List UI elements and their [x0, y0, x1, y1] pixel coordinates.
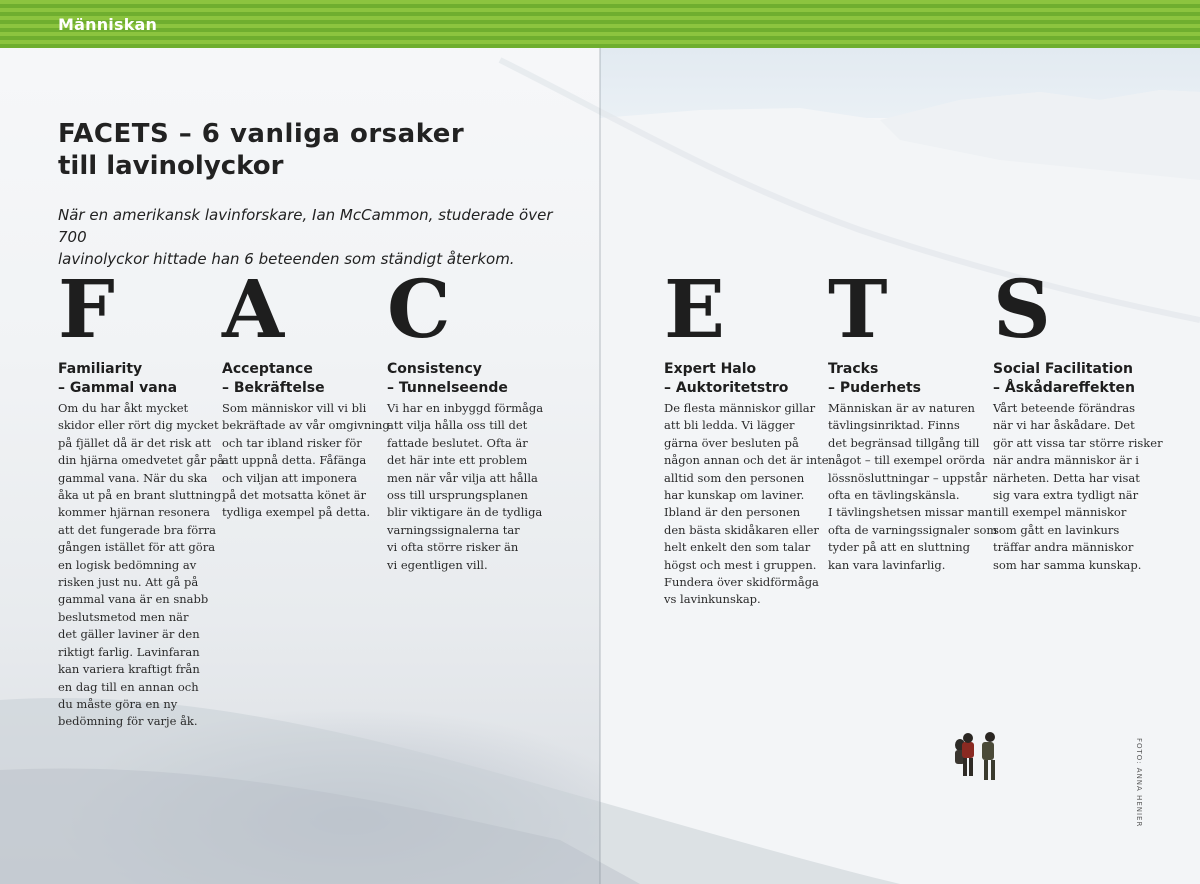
- body-line: när vi har åskådare. Det: [993, 418, 1135, 433]
- body-line: Som människor vill vi bli: [222, 401, 367, 415]
- intro-line-2: lavinolyckor hittade han 6 beteenden som ständigt återkom.: [58, 250, 515, 268]
- body-line: gången istället för att göra: [58, 540, 216, 555]
- facet-body-text: [58, 400, 238, 731]
- body-line: en dag till en annan och: [58, 679, 199, 694]
- body-line: när andra människor är i: [993, 453, 1139, 468]
- body-line: Ibland är den personen: [664, 505, 801, 520]
- body-line: skidor eller rört dig mycket: [58, 418, 219, 433]
- facet-heading-subtitle: – Åskådareffekten: [993, 380, 1135, 396]
- body-line: en logisk bedömning av: [58, 557, 197, 572]
- facet-column-tracks: [828, 262, 1008, 574]
- body-line: och viljan att imponera: [222, 470, 357, 485]
- body-line: bekräftade av vår omgivning: [222, 418, 390, 433]
- intro-line-1: När en amerikansk lavinforskare, Ian McCammon, studerade över 700: [58, 206, 553, 246]
- body-line: ofta de varningssignaler som: [828, 522, 998, 537]
- facet-heading-title: Consistency: [387, 361, 482, 377]
- facet-letter: C: [387, 262, 451, 356]
- body-line: vi egentligen vill.: [387, 557, 488, 572]
- body-line: men när vår vilja att hålla: [387, 470, 538, 485]
- body-line: bedömning för varje åk.: [58, 714, 198, 729]
- body-line: ofta en tävlingskänsla.: [828, 488, 960, 503]
- body-line: tyder på att en sluttning: [828, 540, 971, 555]
- body-line: tävlingsinriktad. Finns: [828, 418, 960, 433]
- body-line: vs lavinkunskap.: [664, 592, 761, 607]
- body-line: att bli ledda. Vi lägger: [664, 418, 795, 433]
- facet-heading-subtitle: – Auktoritetstro: [664, 380, 789, 396]
- facet-column-familiarity: [58, 262, 238, 731]
- body-line: att uppnå detta. Fåfänga: [222, 453, 367, 468]
- facet-heading-title: Acceptance: [222, 361, 313, 377]
- body-line: något – till exempel orörda: [828, 453, 986, 468]
- body-line: Människan är av naturen: [828, 401, 975, 415]
- facet-body-text: [222, 400, 402, 522]
- article-intro: [58, 204, 558, 270]
- facet-body-text: [664, 400, 844, 609]
- body-line: att det fungerade bra förra: [58, 522, 217, 537]
- body-line: åka ut på en brant sluttning: [58, 488, 222, 503]
- photo-credit: FOTO: ANNA HENIER: [1135, 738, 1143, 828]
- body-line: beslutsmetod men när: [58, 609, 189, 624]
- body-line: vi ofta större risker än: [387, 540, 519, 555]
- body-line: närheten. Detta har visat: [993, 470, 1140, 485]
- body-line: oss till ursprungsplanen: [387, 488, 528, 503]
- body-line: det gäller laviner är den: [58, 627, 200, 642]
- body-line: varningssignalerna tar: [387, 522, 520, 537]
- body-line: gammal vana. När du ska: [58, 470, 208, 485]
- body-line: blir viktigare än de tydliga: [387, 505, 543, 520]
- facet-column-expert-halo: [664, 262, 844, 609]
- body-line: riktigt farlig. Lavinfaran: [58, 644, 200, 659]
- page-gutter: [599, 0, 601, 884]
- body-line: har kunskap om laviner.: [664, 488, 805, 503]
- body-line: att vilja hålla oss till det: [387, 418, 528, 433]
- body-line: fattade beslutet. Ofta är: [387, 435, 528, 450]
- section-header-bar: [0, 0, 1200, 48]
- facet-heading: [222, 360, 402, 398]
- facet-body-text: [828, 400, 1008, 574]
- body-line: lössnösluttningar – uppstår: [828, 470, 988, 485]
- body-line: högst och mest i gruppen.: [664, 557, 817, 572]
- facet-heading-subtitle: – Bekräftelse: [222, 380, 325, 396]
- body-line: Fundera över skidförmåga: [664, 575, 819, 590]
- body-line: till exempel människor: [993, 505, 1127, 520]
- body-line: risken just nu. Att gå på: [58, 575, 199, 590]
- body-line: De flesta människor gillar: [664, 401, 816, 415]
- body-line: din hjärna omedvetet går på: [58, 453, 224, 468]
- facet-heading: [387, 360, 567, 398]
- body-line: Vårt beteende förändras: [993, 401, 1136, 415]
- facet-letter: E: [664, 262, 725, 356]
- facet-column-consistency: [387, 262, 567, 574]
- facet-letter: F: [58, 262, 115, 356]
- body-line: gör att vissa tar större risker: [993, 435, 1163, 450]
- body-line: Vi har en inbyggd förmåga: [387, 401, 544, 415]
- body-line: och tar ibland risker för: [222, 435, 362, 450]
- title-line-1: FACETS – 6 vanliga orsaker: [58, 119, 465, 149]
- facet-heading-title: Tracks: [828, 361, 879, 377]
- body-line: kan variera kraftigt från: [58, 662, 200, 677]
- facet-column-acceptance: [222, 262, 402, 522]
- body-line: det begränsad tillgång till: [828, 435, 980, 450]
- facet-heading-subtitle: – Gammal vana: [58, 380, 178, 396]
- body-line: I tävlingshetsen missar man: [828, 505, 993, 520]
- facet-body-text: [387, 400, 567, 574]
- body-line: helt enkelt den som talar: [664, 540, 811, 555]
- body-line: kan vara lavinfarlig.: [828, 557, 946, 572]
- body-line: på det motsatta könet är: [222, 488, 367, 503]
- body-line: kommer hjärnan resonera: [58, 505, 211, 520]
- body-line: den bästa skidåkaren eller: [664, 522, 819, 537]
- body-line: träffar andra människor: [993, 540, 1134, 555]
- body-line: Om du har åkt mycket: [58, 401, 189, 415]
- section-label: Människan: [58, 15, 158, 34]
- body-line: på fjället då är det risk att: [58, 435, 212, 450]
- facet-body-text: [993, 400, 1173, 574]
- facet-heading-subtitle: – Puderhets: [828, 380, 922, 396]
- body-line: gärna över besluten på: [664, 435, 799, 450]
- facet-heading-title: Expert Halo: [664, 361, 757, 377]
- facet-heading-subtitle: – Tunnelseende: [387, 380, 508, 396]
- article-title: [58, 118, 464, 182]
- body-line: som har samma kunskap.: [993, 557, 1142, 572]
- title-line-2: till lavinolyckor: [58, 151, 284, 181]
- body-line: du måste göra en ny: [58, 696, 178, 711]
- body-line: gammal vana är en snabb: [58, 592, 209, 607]
- facet-heading: [828, 360, 1008, 398]
- facet-column-social-facilitation: [993, 262, 1173, 574]
- facet-letter: S: [993, 262, 1051, 356]
- body-line: som gått en lavinkurs: [993, 522, 1120, 537]
- facet-heading-title: Familiarity: [58, 361, 143, 377]
- facet-letter: T: [828, 262, 888, 356]
- body-line: tydliga exempel på detta.: [222, 505, 371, 520]
- facet-heading: [58, 360, 238, 398]
- body-line: det här inte ett problem: [387, 453, 528, 468]
- facet-heading: [993, 360, 1173, 398]
- body-line: sig vara extra tydligt när: [993, 488, 1139, 503]
- facet-heading-title: Social Facilitation: [993, 361, 1134, 377]
- facet-letter: A: [222, 262, 285, 356]
- body-line: alltid som den personen: [664, 470, 805, 485]
- facet-heading: [664, 360, 844, 398]
- body-line: någon annan och det är inte: [664, 453, 829, 468]
